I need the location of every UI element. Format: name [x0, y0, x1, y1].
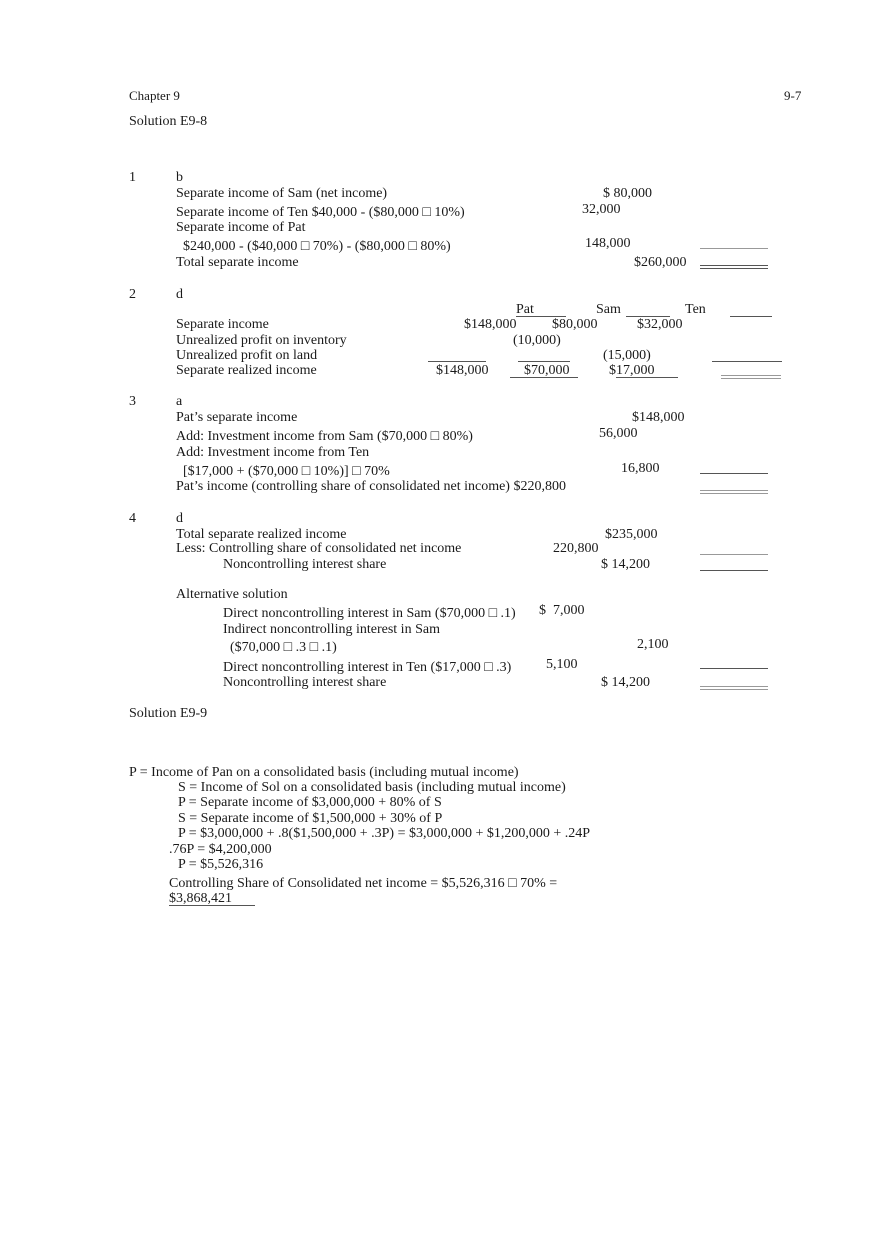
- final-answer: $3,868,421: [169, 891, 232, 906]
- rule: [700, 570, 768, 571]
- answer-letter: a: [176, 394, 183, 409]
- equation-line: P = $5,526,316: [178, 857, 264, 872]
- rule: [510, 377, 578, 378]
- q4-value: $ 14,200: [601, 557, 650, 572]
- column-header-ten: Ten: [685, 302, 706, 317]
- equation-line: P = Income of Pan on a consolidated basis (including mutual income): [129, 765, 519, 780]
- question-number: 3: [129, 394, 136, 409]
- q2-cell: (10,000): [513, 333, 561, 348]
- q1-line: Separate income of Pat: [176, 220, 306, 235]
- chapter-label: Chapter 9: [129, 88, 180, 103]
- q2-row-label: Unrealized profit on inventory: [176, 333, 347, 348]
- q3-line: [$17,000 + ($70,000 □ 10%)] □ 70%: [183, 464, 390, 479]
- rule: [730, 316, 772, 317]
- q2-cell: $148,000: [464, 317, 517, 332]
- alt-line: Indirect noncontrolling interest in Sam: [223, 622, 440, 637]
- q4-line: Less: Controlling share of consolidated net income: [176, 541, 462, 556]
- equation-line: S = Separate income of $1,500,000 + 30% of P: [178, 811, 443, 826]
- rule: [700, 668, 768, 669]
- answer-letter: b: [176, 170, 183, 185]
- alt-line: Direct noncontrolling interest in Sam ($70,000 □ .1): [223, 606, 516, 621]
- q2-cell: (15,000): [603, 348, 651, 363]
- q3-line: Pat’s income (controlling share of consolidated net income) $220,800: [176, 479, 566, 494]
- answer-letter: d: [176, 287, 183, 302]
- q4-value: $235,000: [605, 527, 658, 542]
- q1-value: 32,000: [582, 202, 621, 217]
- double-rule: [700, 686, 768, 690]
- solution-e9-8-title: Solution E9-8: [129, 114, 208, 129]
- question-number: 4: [129, 511, 136, 526]
- q1-value: $260,000: [634, 255, 687, 270]
- equation-line: S = Income of Sol on a consolidated basis (including mutual income): [178, 780, 566, 795]
- question-number: 2: [129, 287, 136, 302]
- q3-value: 16,800: [621, 461, 660, 476]
- alt-line: Direct noncontrolling interest in Ten ($17,000 □ .3): [223, 660, 512, 675]
- rule: [712, 361, 782, 362]
- q2-cell: $80,000: [552, 317, 598, 332]
- q2-cell: $70,000: [524, 363, 570, 378]
- equation-line: P = Separate income of $3,000,000 + 80% of S: [178, 795, 442, 810]
- rule: [700, 554, 768, 555]
- q2-cell: $148,000: [436, 363, 489, 378]
- q2-row-label: Separate income: [176, 317, 269, 332]
- rule: [616, 377, 678, 378]
- question-number: 1: [129, 170, 136, 185]
- alt-line: ($70,000 □ .3 □ .1): [230, 640, 337, 655]
- column-header-pat: Pat: [516, 302, 534, 317]
- q4-value: 220,800: [553, 541, 599, 556]
- double-rule: [700, 265, 768, 269]
- q3-line: Pat’s separate income: [176, 410, 298, 425]
- q1-line: Separate income of Ten $40,000 - ($80,000 □ 10%): [176, 205, 465, 220]
- double-rule: [700, 490, 768, 494]
- q4-line: Total separate realized income: [176, 527, 347, 542]
- q2-row-label: Unrealized profit on land: [176, 348, 318, 363]
- q3-line: Add: Investment income from Sam ($70,000 □ 80%): [176, 429, 473, 444]
- q1-value: 148,000: [585, 236, 631, 251]
- page-number: 9-7: [784, 88, 802, 103]
- equation-line: Controlling Share of Consolidated net income = $5,526,316 □ 70% =: [169, 876, 558, 891]
- q3-line: Add: Investment income from Ten: [176, 445, 370, 460]
- equation-line: .76P = $4,200,000: [169, 842, 272, 857]
- rule: [700, 248, 768, 249]
- alt-value: 5,100: [546, 657, 578, 672]
- rule: [428, 361, 486, 362]
- rule: [169, 905, 255, 906]
- alt-value: $ 7,000: [539, 603, 585, 618]
- q1-line: Total separate income: [176, 255, 299, 270]
- double-rule: [721, 375, 781, 379]
- alt-line: Noncontrolling interest share: [223, 675, 387, 690]
- q1-value: $ 80,000: [603, 186, 652, 201]
- answer-letter: d: [176, 511, 183, 526]
- alternative-solution-heading: Alternative solution: [176, 587, 288, 602]
- q3-value: 56,000: [599, 426, 638, 441]
- q3-value: $148,000: [632, 410, 685, 425]
- q2-cell: $17,000: [609, 363, 655, 378]
- q4-line: Noncontrolling interest share: [223, 557, 387, 572]
- q2-row-label: Separate realized income: [176, 363, 317, 378]
- alt-value: 2,100: [637, 637, 669, 652]
- q1-line: Separate income of Sam (net income): [176, 186, 388, 201]
- column-header-sam: Sam: [596, 302, 621, 317]
- alt-value: $ 14,200: [601, 675, 650, 690]
- solution-e9-9-title: Solution E9-9: [129, 706, 208, 721]
- rule: [518, 361, 570, 362]
- equation-line: P = $3,000,000 + .8($1,500,000 + .3P) = $3,000,000 + $1,200,000 + .24P: [178, 826, 591, 841]
- q2-cell: $32,000: [637, 317, 683, 332]
- rule: [700, 473, 768, 474]
- q1-line: $240,000 - ($40,000 □ 70%) - ($80,000 □ 80%): [183, 239, 451, 254]
